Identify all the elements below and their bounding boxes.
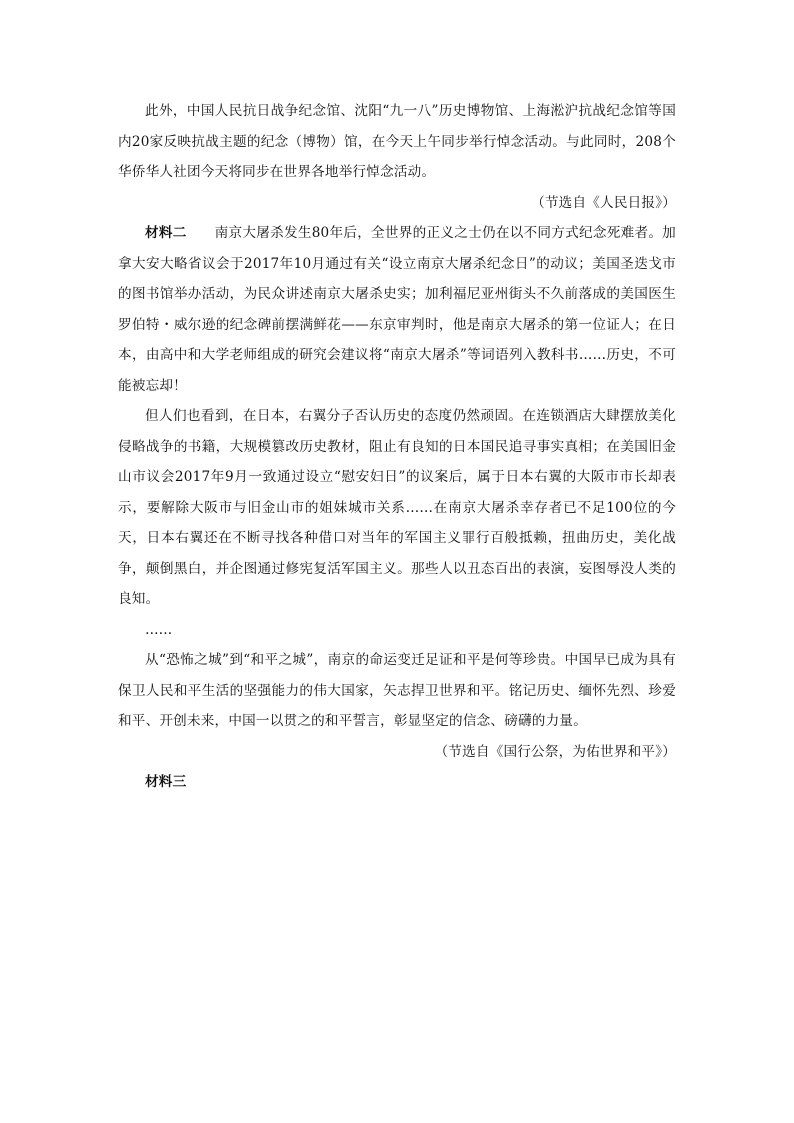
material2-paragraph3: 从“恐怖之城”到“和平之城”，南京的命运变迁足证和平是何等珍贵。中国早已成为具有保卫人民和平生活的坚强能力的伟大国家，矢志捍卫世界和平。铭记历史、缅怀先烈、珍爱和平、开创未来，中国一以贯之的和平誓言，彰显坚定的信念、磅礴的力量。 [118,652,676,729]
material2-paragraph2: 但人们也看到，在日本，右翼分子否认历史的态度仍然顽固。在连锁酒店大肆摆放美化侵略战争的书籍，大规模篡改历史教材，阻止有良知的日本国民追寻事实真相；在美国旧金山市议会2017年9月一致通过设立“慰安妇日”的议案后，属于日本右翼的大阪市市长却表示，要解除大阪市与旧金山市的姐妹城市关系……在南京大屠杀幸存者已不足100位的今天，日本右翼还在不断寻找各种借口对当年的军国主义罪行百般抵赖，扭曲历史，美化战争，颠倒黑白，并企图通过修宪复活军国主义。那些人以丑态百出的表演，妄图辱没人类的良知。 [118,408,676,607]
material1-paragraph: 此外，中国人民抗日战争纪念馆、沈阳“九一八”历史博物馆、上海淞沪抗战纪念馆等国内20家反映抗战主题的纪念（博物）馆，在今天上午同步举行悼念活动。与此同时，208个华侨华人社团今天将同步在世界各地举行悼念活动。 [118,103,676,180]
material3-label: 材料三 [145,774,187,790]
material3-heading [118,767,676,798]
material1-source: （节选自《人民日报》） [531,194,676,211]
omission-ellipsis: …… [145,621,173,638]
material2-source: （节选自《国行公祭，为佑世界和平》） [434,743,676,760]
document-page [118,96,676,798]
material2-paragraph1-text: 南京大屠杀发生80年后，全世界的正义之士仍在以不同方式纪念死难者。加拿大安大略省议会于2017年10月通过有关“设立南京大屠杀纪念日”的动议；美国圣迭戈市的图书馆举办活动，为民众讲述南京大屠杀史实；加利福尼亚州街头不久前落成的美国医生罗伯特・威尔逊的纪念碑前摆满鲜花——东京审判时，他是南京大屠杀的第一位证人；在日本，由高中和大学老师组成的研究会建议将“南京大屠杀”等词语列入教科书……历史，不可能被忘却！ [118,225,676,394]
material2-label: 材料二 [145,225,187,241]
material2-paragraph1 [118,218,676,401]
